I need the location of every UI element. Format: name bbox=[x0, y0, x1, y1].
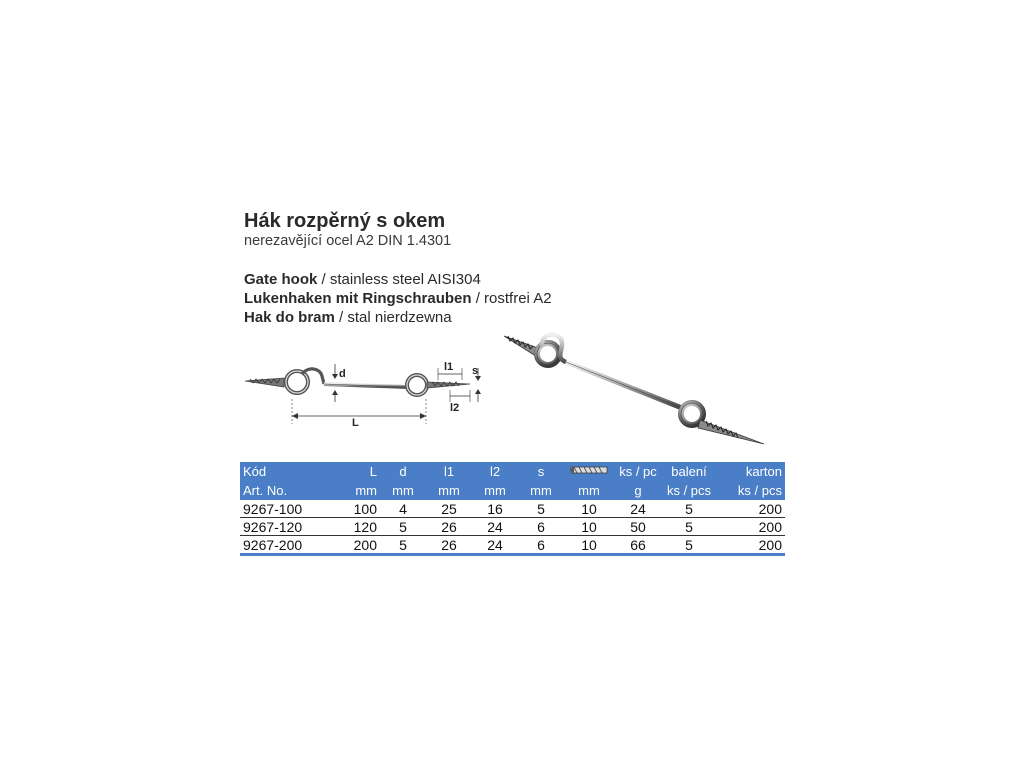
cell-l1: 26 bbox=[426, 536, 472, 555]
cell-code: 9267-200 bbox=[240, 536, 322, 555]
lang-name: Lukenhaken mit Ringschrauben bbox=[244, 290, 472, 307]
technical-drawing bbox=[240, 354, 490, 434]
col-carton-header: karton bbox=[716, 462, 785, 481]
col-pack-unit: ks / pcs bbox=[662, 481, 716, 500]
col-L-header: L bbox=[322, 462, 380, 481]
cell-weight: 24 bbox=[614, 500, 662, 518]
lang-desc: / stainless steel AISI304 bbox=[317, 271, 481, 288]
cell-s: 6 bbox=[518, 518, 564, 536]
label-L: L bbox=[352, 417, 359, 429]
cell-L: 200 bbox=[322, 536, 380, 555]
lang-desc: / rostfrei A2 bbox=[471, 290, 552, 307]
table-row bbox=[240, 536, 785, 555]
product-title: Hák rozpěrný s okem bbox=[244, 210, 446, 232]
label-s: s bbox=[472, 365, 479, 377]
cell-dowel: 10 bbox=[564, 536, 614, 555]
table-row bbox=[240, 500, 785, 518]
name-german bbox=[244, 290, 552, 307]
cell-l1: 26 bbox=[426, 518, 472, 536]
lang-name: Hak do bram bbox=[244, 309, 335, 326]
cell-d: 5 bbox=[380, 536, 426, 555]
cell-L: 100 bbox=[322, 500, 380, 518]
col-s-unit: mm bbox=[518, 481, 564, 500]
col-d-header: d bbox=[380, 462, 426, 481]
cell-l1: 25 bbox=[426, 500, 472, 518]
cell-s: 6 bbox=[518, 536, 564, 555]
col-s-header: s bbox=[518, 462, 564, 481]
table-row bbox=[240, 518, 785, 536]
col-l2-unit: mm bbox=[472, 481, 518, 500]
label-l2: l2 bbox=[450, 402, 460, 414]
spec-table-wrapper bbox=[240, 462, 785, 556]
label-d: d bbox=[339, 368, 346, 380]
col-weight-unit: g bbox=[614, 481, 662, 500]
table-body bbox=[240, 500, 785, 555]
col-L-unit: mm bbox=[322, 481, 380, 500]
cell-d: 5 bbox=[380, 518, 426, 536]
label-l1: l1 bbox=[444, 361, 454, 373]
cell-l2: 24 bbox=[472, 518, 518, 536]
name-english bbox=[244, 271, 481, 288]
col-d-unit: mm bbox=[380, 481, 426, 500]
col-l2-header: l2 bbox=[472, 462, 518, 481]
col-carton-unit: ks / pcs bbox=[716, 481, 785, 500]
cell-carton: 200 bbox=[716, 518, 785, 536]
photo-hook-rod bbox=[542, 334, 682, 408]
wall-plug-dowel-icon bbox=[570, 464, 608, 476]
cell-code: 9267-120 bbox=[240, 518, 322, 536]
col-weight-header: ks / pc bbox=[614, 462, 662, 481]
header-row-labels bbox=[240, 462, 785, 481]
cell-pack: 5 bbox=[662, 518, 716, 536]
cell-L: 120 bbox=[322, 518, 380, 536]
col-pack-header: balení bbox=[662, 462, 716, 481]
col-dowel-unit: mm bbox=[564, 481, 614, 500]
cell-carton: 200 bbox=[716, 536, 785, 555]
col-dowel-header bbox=[564, 462, 614, 481]
header-row-units bbox=[240, 481, 785, 500]
table-header bbox=[240, 462, 785, 500]
hook-bar-drawing bbox=[302, 369, 408, 387]
right-eye-screw-drawing bbox=[407, 375, 470, 395]
cell-weight: 50 bbox=[614, 518, 662, 536]
product-subtitle: nerezavějící ocel A2 DIN 1.4301 bbox=[244, 233, 452, 249]
col-code-unit: Art. No. bbox=[240, 481, 322, 500]
left-eye-screw-drawing bbox=[245, 371, 308, 393]
cell-l2: 16 bbox=[472, 500, 518, 518]
lang-desc: / stal nierdzewna bbox=[334, 309, 452, 326]
photo-right-screw bbox=[681, 403, 764, 444]
cell-s: 5 bbox=[518, 500, 564, 518]
cell-code: 9267-100 bbox=[240, 500, 322, 518]
col-l1-unit: mm bbox=[426, 481, 472, 500]
cell-pack: 5 bbox=[662, 536, 716, 555]
cell-pack: 5 bbox=[662, 500, 716, 518]
cell-dowel: 10 bbox=[564, 500, 614, 518]
col-l1-header: l1 bbox=[426, 462, 472, 481]
cell-carton: 200 bbox=[716, 500, 785, 518]
col-code-header: Kód bbox=[240, 462, 322, 481]
product-photo bbox=[496, 328, 796, 453]
name-polish bbox=[244, 309, 452, 326]
spec-table bbox=[240, 462, 785, 556]
cell-d: 4 bbox=[380, 500, 426, 518]
photo-left-screw bbox=[504, 336, 559, 365]
cell-dowel: 10 bbox=[564, 518, 614, 536]
lang-name: Gate hook bbox=[244, 271, 318, 288]
cell-l2: 24 bbox=[472, 536, 518, 555]
cell-weight: 66 bbox=[614, 536, 662, 555]
